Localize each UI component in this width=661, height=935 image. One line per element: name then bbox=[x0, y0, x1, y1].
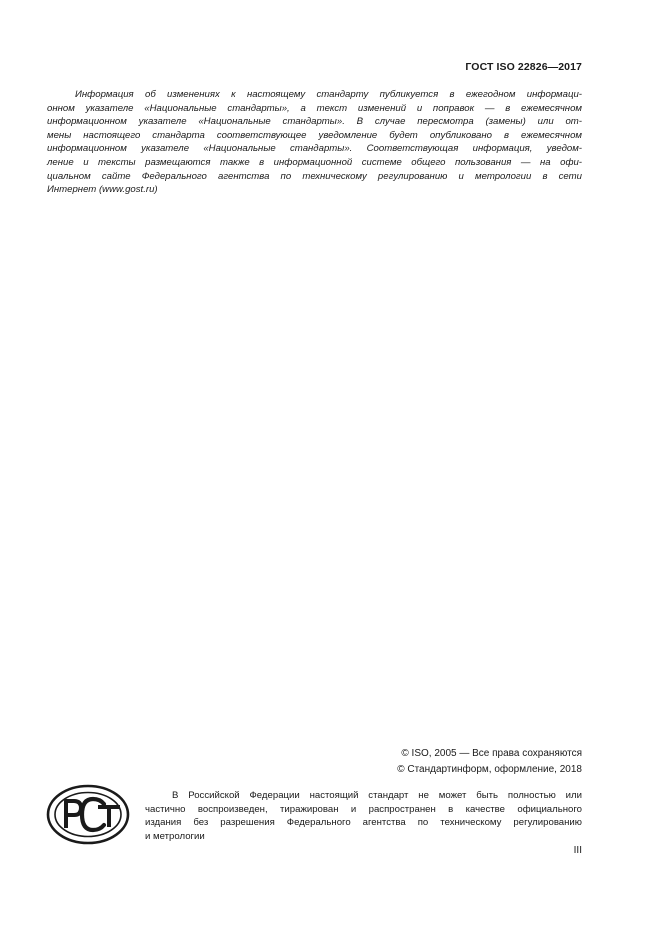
reproduction-rights-notice bbox=[145, 789, 582, 843]
info-line: информационном указателе «Национальные стандарты». В случае пересмотра (замены) или от- bbox=[47, 116, 582, 128]
info-line: информационном указателе «Национальные стандарты». Соответствующая информация, уведом- bbox=[47, 143, 582, 155]
standartinform-copyright: © Стандартинформ, оформление, 2018 bbox=[397, 763, 582, 775]
rights-line: В Российской Федерации настоящий стандарт не может быть полностью или bbox=[172, 790, 582, 801]
info-line: мены настоящего стандарта соответствующее уведомление будет опубликовано в ежемесячном bbox=[47, 129, 582, 141]
standard-designation: ГОСТ ISO 22826—2017 bbox=[465, 61, 582, 73]
info-line: Информация об изменениях к настоящему стандарту публикуется в ежегодном информаци- bbox=[75, 89, 582, 100]
page-number: III bbox=[573, 845, 582, 856]
info-line: ление и тексты размещаются также в информационной системе общего пользования — на офи- bbox=[47, 156, 582, 168]
rst-certification-mark-icon bbox=[46, 783, 134, 846]
copyright-block bbox=[397, 746, 582, 777]
info-line: онном указателе «Национальные стандарты», а текст изменений и поправок — в ежемесячном bbox=[47, 102, 582, 114]
rights-line: и метрологии bbox=[145, 830, 205, 842]
amendments-info-paragraph bbox=[47, 88, 582, 197]
rights-line: частично воспроизведен, тиражирован и распространен в качестве официального bbox=[145, 803, 582, 815]
iso-copyright: © ISO, 2005 — Все права сохраняются bbox=[401, 748, 582, 759]
info-line: Интернет (www.gost.ru) bbox=[47, 184, 158, 196]
rights-line: издания без разрешения Федерального агентства по техническому регулированию bbox=[145, 817, 582, 829]
info-line: циальном сайте Федерального агентства по техническому регулированию и метрологии в сети bbox=[47, 170, 582, 182]
